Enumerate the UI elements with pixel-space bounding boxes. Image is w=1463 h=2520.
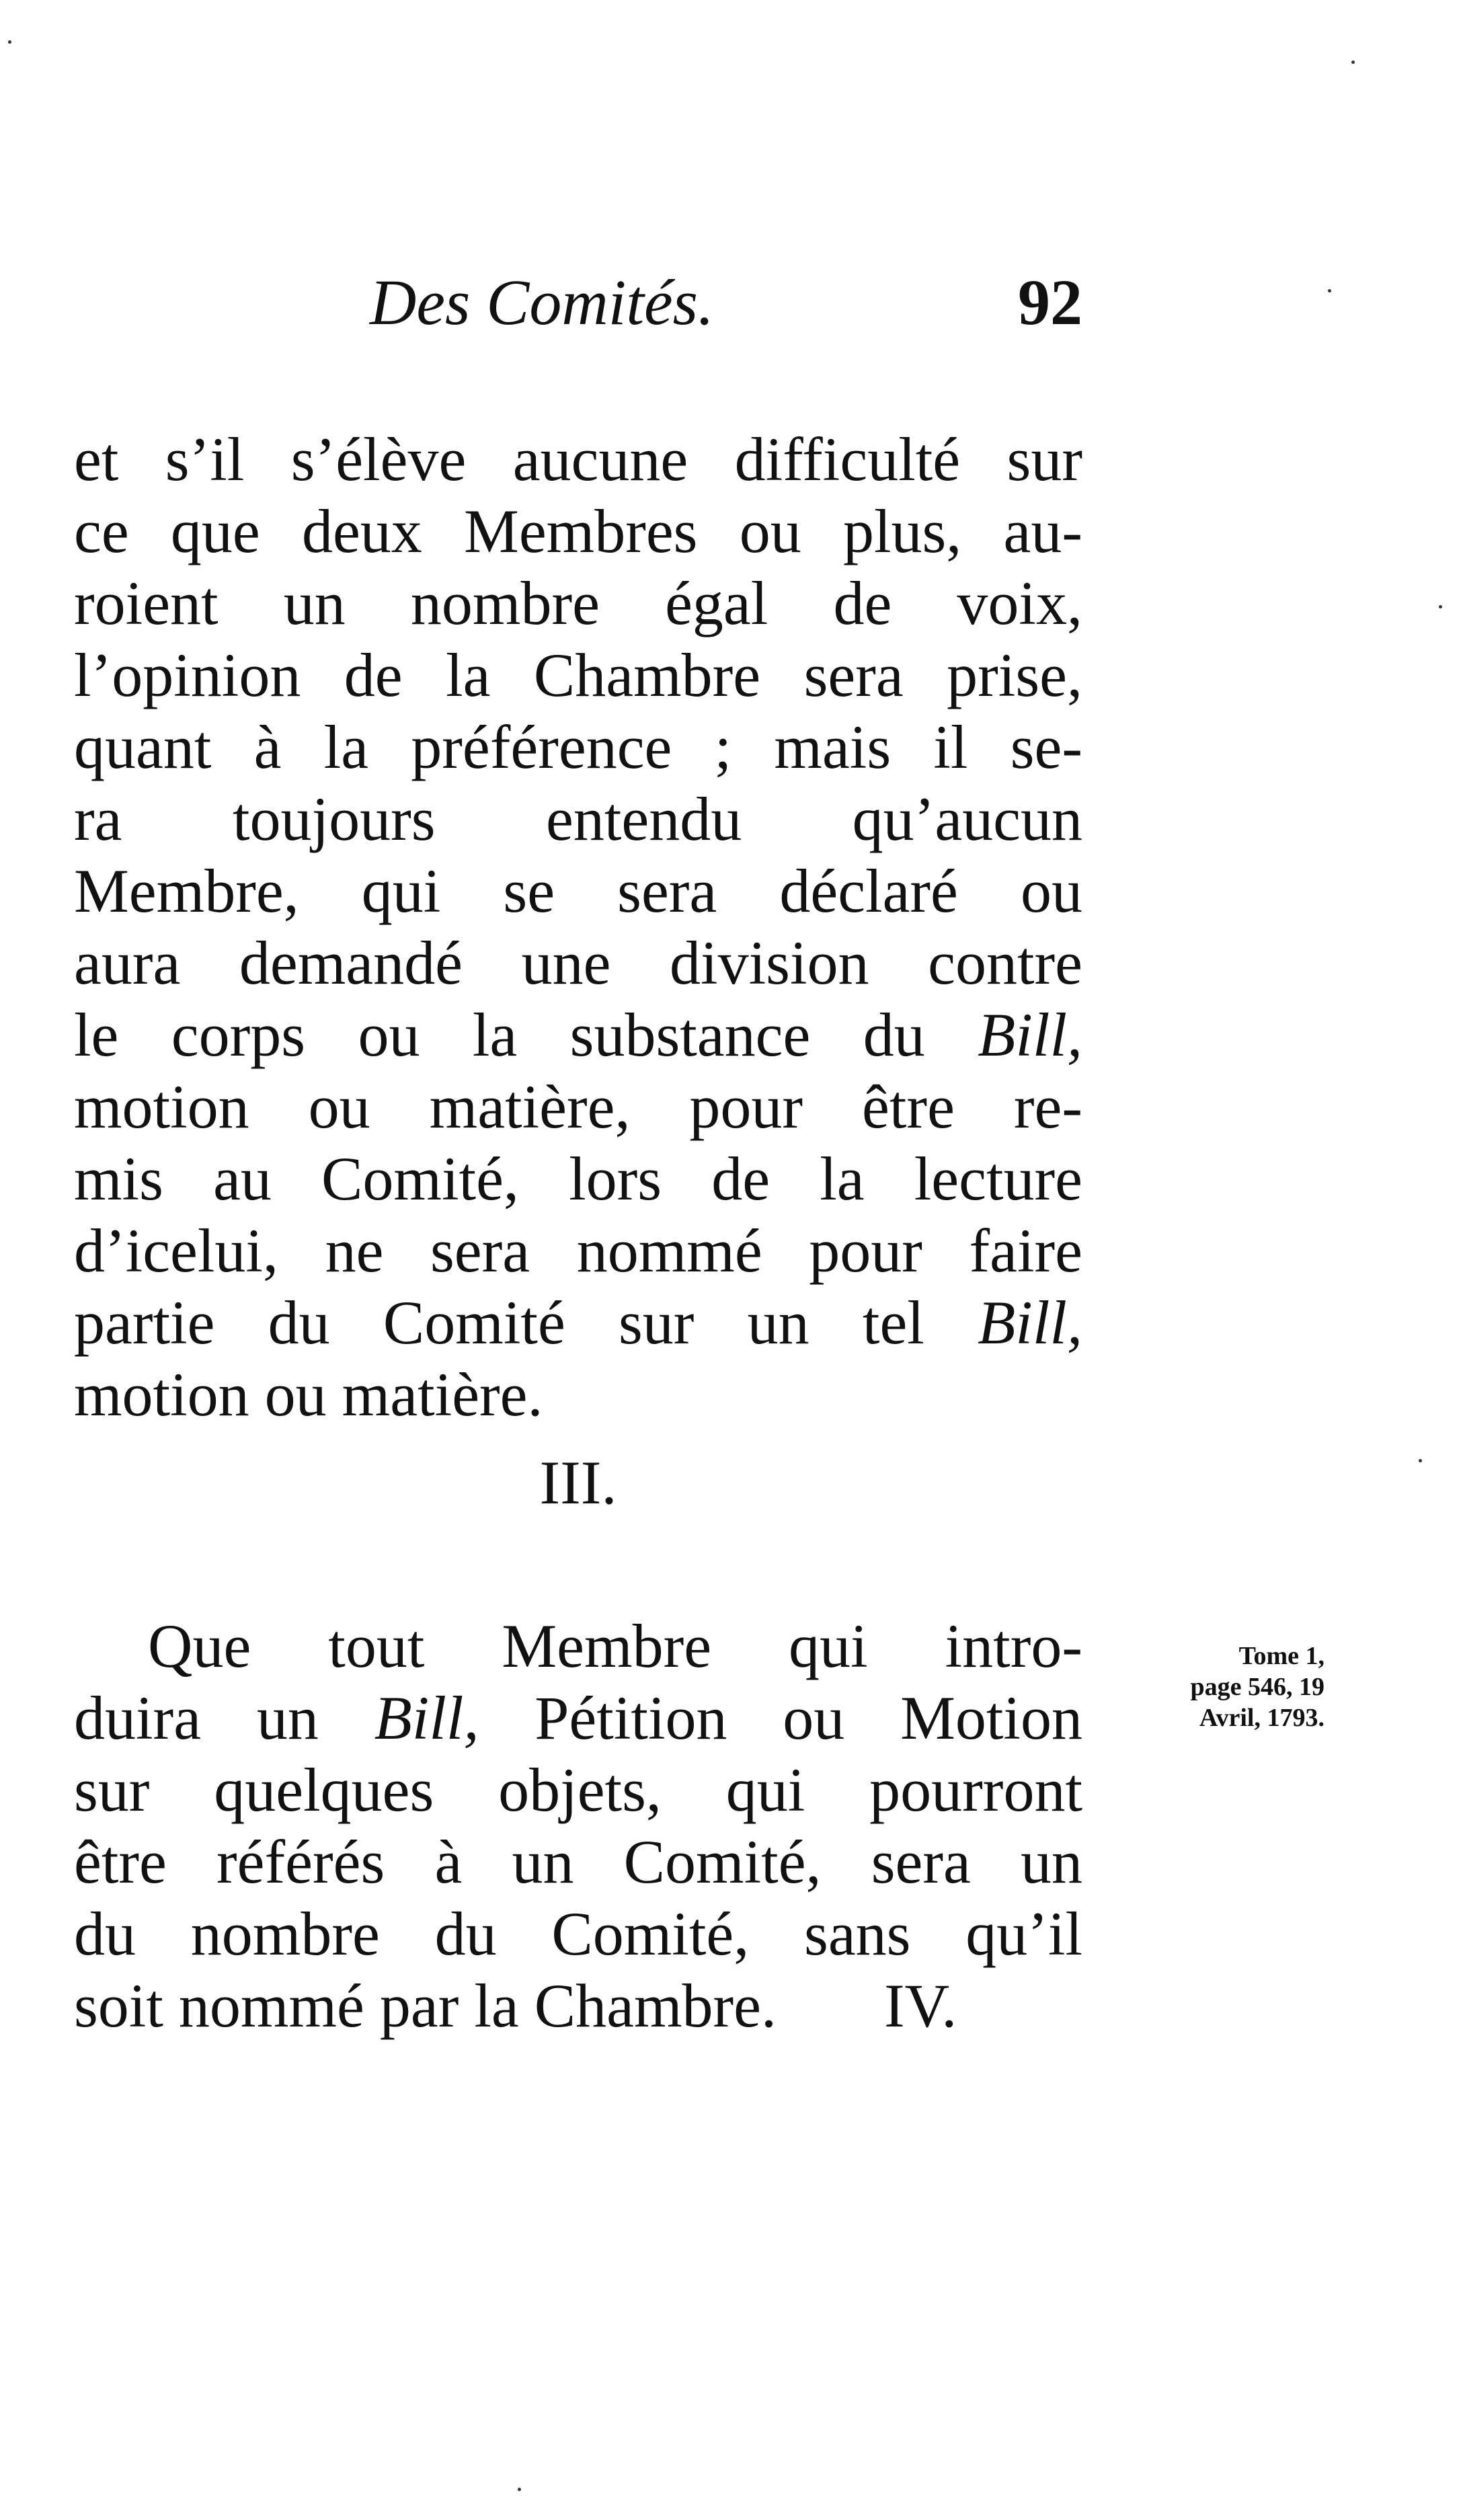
italic-bill: Bill, bbox=[978, 1000, 1082, 1069]
text-line: Membre, qui se sera déclaré ou bbox=[74, 857, 1082, 925]
text-line: motion ou matière. bbox=[74, 1360, 543, 1429]
scan-speck bbox=[1439, 605, 1442, 608]
text-line: quant à la préférence ; mais il se- bbox=[74, 713, 1082, 781]
text-line: aura demandé une division contre bbox=[74, 929, 1082, 997]
text-segment: duira un bbox=[74, 1684, 319, 1752]
scan-speck bbox=[518, 2488, 521, 2491]
section-heading: III. bbox=[539, 1448, 617, 1517]
catchword: IV. bbox=[883, 1971, 957, 2040]
text-line: du nombre du Comité, sans qu’il bbox=[74, 1899, 1082, 1968]
scan-speck bbox=[1419, 1459, 1422, 1462]
text-line: roient un nombre égal de voix, bbox=[74, 569, 1082, 637]
text-line bbox=[74, 1970, 1082, 2042]
text-line: d’icelui, ne sera nommé pour faire bbox=[74, 1216, 1082, 1285]
text-line: sur quelques objets, qui pourront bbox=[74, 1756, 1082, 1824]
text-line: ce que deux Membres ou plus, au- bbox=[74, 497, 1082, 565]
text-segment: le corps ou la substance du bbox=[74, 1000, 925, 1069]
text-line: et s’il s’élève aucune difficulté sur bbox=[74, 425, 1082, 494]
italic-bill: Bill, bbox=[978, 1288, 1082, 1357]
scan-speck bbox=[1328, 289, 1331, 292]
text-line: Que tout Membre qui intro- bbox=[148, 1612, 1082, 1680]
text-line: mis au Comité, lors de la lecture bbox=[74, 1144, 1082, 1213]
margin-note-line: Tome 1, bbox=[1238, 1642, 1324, 1670]
text-line: l’opinion de la Chambre sera prise, bbox=[74, 641, 1082, 709]
margin-note bbox=[1103, 1641, 1324, 1733]
running-head bbox=[74, 266, 1082, 340]
text-line: être référés à un Comité, sera un bbox=[74, 1827, 1082, 1896]
text-line bbox=[74, 999, 1082, 1071]
text-line bbox=[74, 1682, 1082, 1754]
scan-speck bbox=[8, 40, 11, 44]
margin-note-line: page 546, 19 bbox=[1190, 1673, 1324, 1701]
text-line: motion ou matière, pour être re- bbox=[74, 1072, 1082, 1141]
text-line: ra toujours entendu qu’aucun bbox=[74, 785, 1082, 853]
text-line bbox=[74, 1287, 1082, 1359]
paragraph-2 bbox=[74, 1610, 1082, 2042]
page-number: 92 bbox=[1018, 266, 1082, 338]
text-segment: soit nommé par la Chambre. bbox=[74, 1971, 777, 2040]
scan-speck bbox=[1351, 61, 1355, 64]
running-title: Des Comités. bbox=[370, 266, 714, 338]
margin-note-line: Avril, 1793. bbox=[1199, 1704, 1324, 1732]
text-segment: partie du Comité sur un tel bbox=[74, 1288, 924, 1357]
italic-bill: Bill, bbox=[374, 1684, 479, 1752]
paragraph-1 bbox=[74, 424, 1082, 1431]
text-segment: Pétition ou Motion bbox=[535, 1684, 1082, 1752]
